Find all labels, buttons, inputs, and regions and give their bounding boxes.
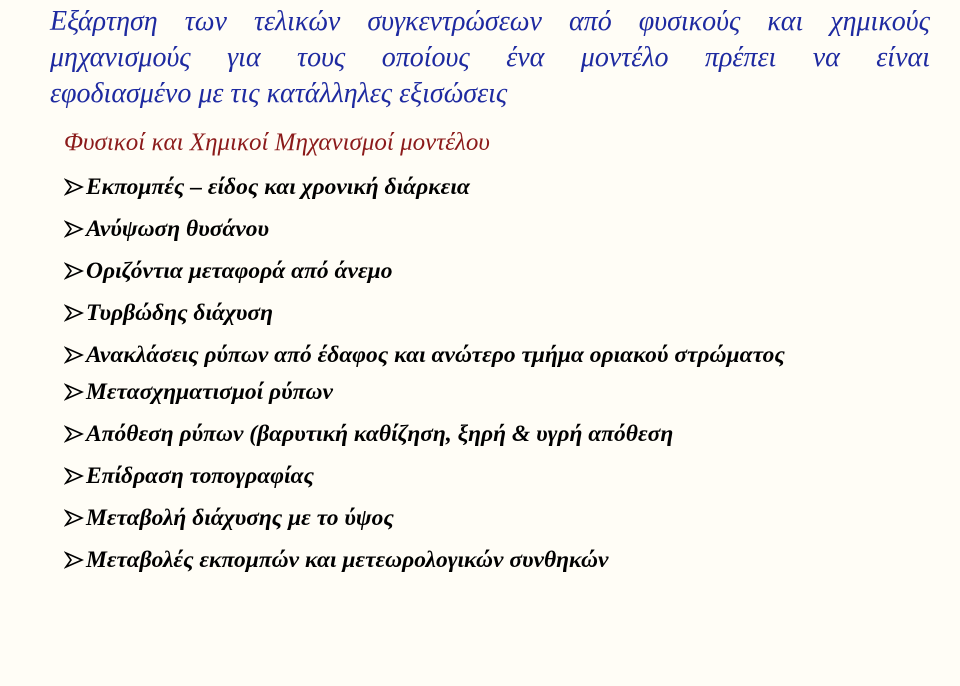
list-item-text: Απόθεση ρύπων (βαρυτική καθίζηση, ξηρή & υγρή απόθεση bbox=[86, 421, 674, 447]
arrowhead-bullet-icon bbox=[64, 346, 84, 364]
list-item bbox=[64, 166, 884, 208]
list-item-text: Εκπομπές – είδος και χρονική διάρκεια bbox=[86, 174, 470, 200]
arrowhead-bullet-icon bbox=[64, 262, 84, 280]
list-item-text: Μετασχηματισμοί ρύπων bbox=[86, 379, 333, 405]
list-item bbox=[64, 539, 884, 581]
slide-title bbox=[50, 4, 930, 112]
list-item bbox=[64, 413, 884, 455]
list-item-text: Μεταβολές εκπομπών και μετεωρολογικών συνθηκών bbox=[86, 547, 609, 573]
list-item-text: Μεταβολή διάχυσης με το ύψος bbox=[86, 505, 394, 531]
mechanism-list bbox=[64, 166, 884, 581]
arrowhead-bullet-icon bbox=[64, 467, 84, 485]
arrowhead-bullet-icon bbox=[64, 220, 84, 238]
list-item-text: Οριζόντια μεταφορά από άνεμο bbox=[86, 258, 393, 284]
list-item-text: Ανακλάσεις ρύπων από έδαφος και ανώτερο τμήμα οριακού στρώματος bbox=[86, 342, 785, 368]
title-line-1: Εξάρτηση των τελικών συγκεντρώσεων από φυσικούς και χημικούς bbox=[50, 6, 930, 37]
list-item bbox=[64, 334, 884, 371]
arrowhead-bullet-icon bbox=[64, 178, 84, 196]
list-item bbox=[64, 371, 884, 413]
section-heading: Φυσικοί και Χημικοί Μηχανισμοί μοντέλου bbox=[64, 129, 490, 156]
list-item bbox=[64, 250, 884, 292]
arrowhead-bullet-icon bbox=[64, 551, 84, 569]
arrowhead-bullet-icon bbox=[64, 425, 84, 443]
title-line-3: εφοδιασμένο με τις κατάλληλες εξισώσεις bbox=[50, 78, 508, 109]
list-item bbox=[64, 497, 884, 539]
list-item bbox=[64, 292, 884, 334]
list-item-text: Επίδραση τοπογραφίας bbox=[86, 463, 315, 489]
title-line-2: μηχανισμούς για τους οποίους ένα μοντέλο πρέπει να είναι bbox=[50, 42, 930, 73]
list-item bbox=[64, 455, 884, 497]
arrowhead-bullet-icon bbox=[64, 383, 84, 401]
list-item-text: Ανύψωση θυσάνου bbox=[86, 216, 270, 242]
list-item-text: Τυρβώδης διάχυση bbox=[86, 300, 273, 326]
arrowhead-bullet-icon bbox=[64, 509, 84, 527]
arrowhead-bullet-icon bbox=[64, 304, 84, 322]
list-item bbox=[64, 208, 884, 250]
